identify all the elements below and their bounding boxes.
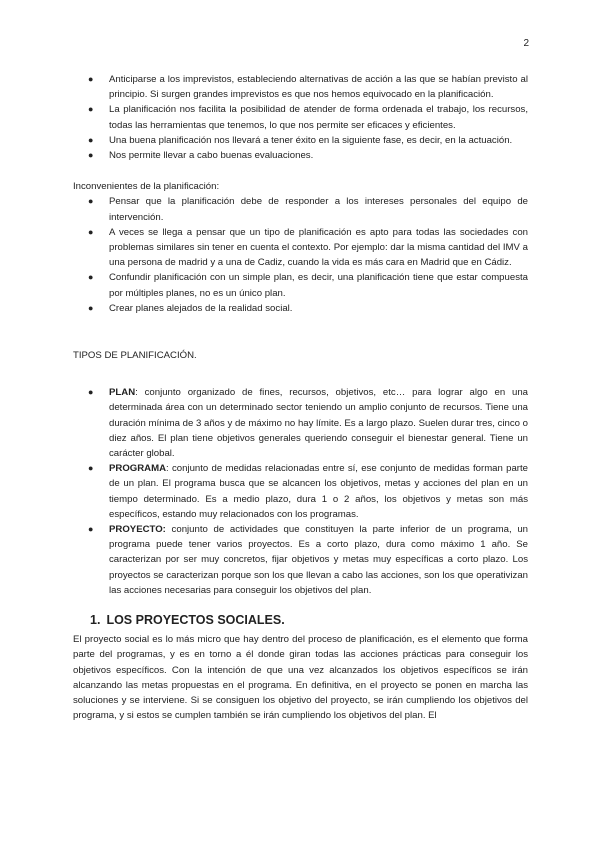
inconvenientes-heading: Inconvenientes de la planificación: — [73, 181, 220, 193]
term-label: PROGRAMA — [109, 463, 167, 475]
ventajas-list — [73, 72, 528, 163]
bullet-icon: ● — [88, 104, 94, 115]
term-definition: conjunto de actividades que constituyen la parte inferior de un programa, un programa puede tener varios proyectos. Es a corto plazo, dura como máximo 1 año. Se caracterizan por ser muy concretos, fijar objetivos y metas muy específicas a corto plazo. Los proyectos se caracterizan porque son los que llevan a cabo las acciones, son los que operativizan las acciones necesarias para conseguir los objetivos del plan. — [109, 524, 528, 596]
list-item — [73, 461, 528, 522]
section-heading — [90, 612, 528, 628]
list-item — [73, 225, 528, 271]
term-definition: : conjunto de medidas relacionadas entre sí, ese conjunto de medidas forman parte de un plan. El programa busca que se alcancen los objetivos, metas y acciones del plan en un tiempo determinado. Es a medio plazo, dura 1 o 2 años, los objetivos y metas son más específicos, estando muy relacionados con los programas. — [109, 463, 528, 520]
list-item-text: Anticiparse a los imprevistos, estableciendo alternativas de acción a las que se habían previsto al principio. Si surgen grandes imprevistos es que nos hemos equivocado en la planificación. — [109, 74, 528, 101]
list-item — [73, 522, 528, 598]
page-number: 2 — [523, 38, 529, 49]
term-definition: : conjunto organizado de fines, recursos, objetivos, etc… para lograr algo en una determinada área con un determinado sector teniendo un amplio conjunto de recursos. Tiene una duración mínima de 3 años y de máximo no hay límite. Es a largo plazo. Suelen durar tres, cinco o diez años. El plan tiene objetivos generales queriendo conseguir el bienestar general. Tiene un carácter global. — [109, 387, 528, 460]
bullet-icon: ● — [88, 150, 94, 161]
term-label: PLAN — [109, 387, 136, 399]
bullet-icon: ● — [88, 302, 94, 313]
list-item-text: Una buena planificación nos llevará a tener éxito en la siguiente fase, es decir, en la actuación. — [109, 134, 513, 146]
term-label: PROYECTO: — [109, 524, 166, 536]
list-item — [73, 301, 528, 316]
bullet-icon: ● — [88, 272, 94, 283]
list-item-text: Crear planes alejados de la realidad social. — [109, 302, 293, 314]
bullet-icon: ● — [88, 134, 94, 145]
list-item — [73, 194, 528, 224]
tipos-list — [73, 385, 528, 598]
bullet-icon: ● — [88, 196, 94, 207]
section-title: LOS PROYECTOS SOCIALES. — [106, 613, 285, 628]
bullet-icon: ● — [88, 226, 94, 237]
bullet-icon: ● — [88, 524, 94, 535]
list-item — [73, 270, 528, 300]
list-item-text: A veces se llega a pensar que un tipo de planificación es apto para todas las sociedades con problemas similares sin tener en cuenta el contexto. Por ejemplo: dar la misma cantidad del IMV a una persona de madrid y a una de Cadiz, cuando la vida es más cara en Madrid que en Cádiz. — [109, 226, 528, 269]
tipos-heading: TIPOS DE PLANIFICACIÓN. — [73, 350, 197, 362]
list-item-text: Pensar que la planificación debe de responder a los intereses personales del equipo de intervención. — [109, 196, 528, 223]
page-content — [73, 72, 528, 723]
list-item — [73, 148, 528, 163]
section-body: El proyecto social es lo más micro que hay dentro del proceso de planificación, es el elemento que forma parte del programas, y es en torno a él donde giran todas las acciones prácticas para conseguir los objetivos específicos. Con la intención de que una vez alcanzados los objetivos específicos se irán alcanzando las metas propuestas en el programa. En definitiva, en el proyecto se ponen en marcha las soluciones y se interviene. Si se consiguen los objetivo del proyecto, se irán cumpliendo los objetivos del programa, y si estos se cumplen también se irán cumpliendo los objetivos del plan. El — [73, 634, 528, 722]
section-number: 1. — [90, 613, 101, 628]
list-item — [73, 102, 528, 132]
bullet-icon: ● — [88, 463, 94, 474]
list-item-text: Confundir planificación con un simple plan, es decir, una planificación tiene que estar compuesta por múltiples planes, no es un único plan. — [109, 272, 528, 299]
bullet-icon: ● — [88, 74, 94, 84]
list-item — [73, 133, 528, 148]
bullet-icon: ● — [88, 387, 94, 398]
list-item — [73, 72, 528, 102]
list-item — [73, 385, 528, 461]
inconvenientes-list — [73, 194, 528, 316]
list-item-text: La planificación nos facilita la posibilidad de atender de forma ordenada el trabajo, los recursos, todas las herramientas que tenemos, lo que nos permite ser eficaces y eficientes. — [109, 104, 528, 131]
list-item-text: Nos permite llevar a cabo buenas evaluaciones. — [109, 150, 314, 162]
